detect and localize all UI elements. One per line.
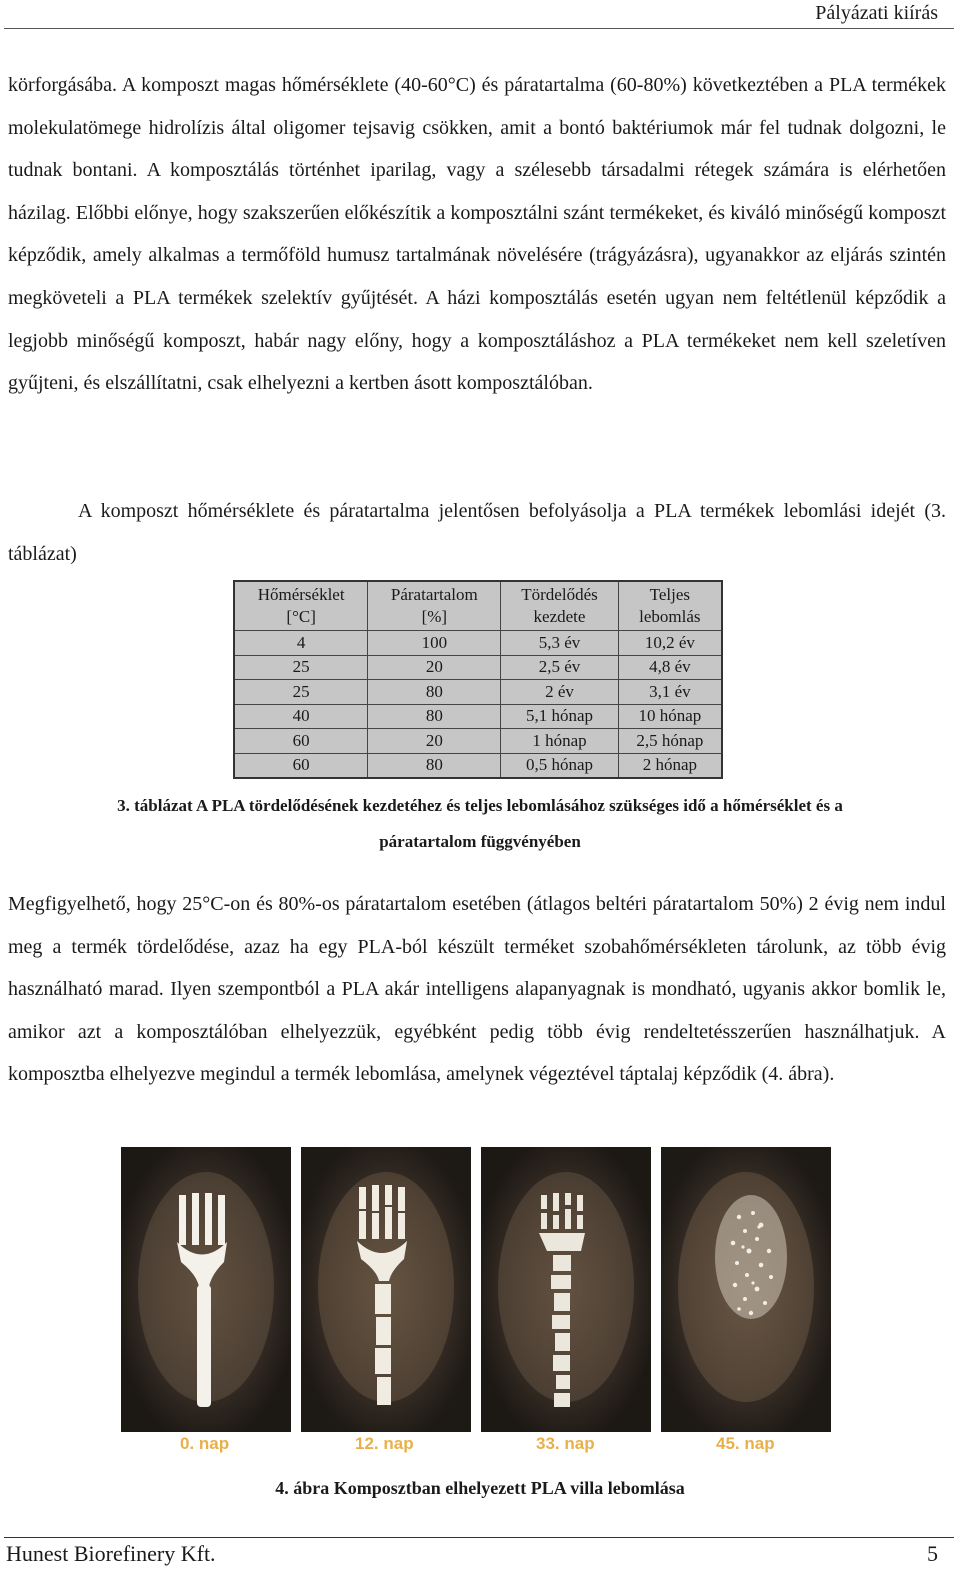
day-label-0: 0. nap (180, 1434, 230, 1453)
paragraph-composting: körforgásába. A komposzt magas hőmérséklete (40-60°C) és páratartalma (60-80%) következtében a PLA termékek molekulatömege hidrolízis által oligomer tejsavig csökken, amit a bontó baktériumok már fel tudnak dolgozni, le tudnak bontani. A komposztálás történhet iparilag, vagy a szélesebb társadalmi rétegek számára is elérhetően házilag. Előbbi előnye, hogy szakszerűen előkészítik a komposztálni szánt termékeket, és kiváló minőségű komposzt képződik, amely alkalmas a termőföld humusz tartalmának növelésére (trágyázásra), ugyanakkor az eljárás szintén megköveteli a PLA termékek szelektív gyűjtését. A házi komposztálás esetén ugyan nem feltétlenül képződik a legjobb minőségű komposzt, habár nagy előny, hogy a komposztáláshoz a PLA termékeket nem kell szeletíven gyűjteni, és elszállítatni, csak elhelyezni a kertben ásott komposztálóban. (8, 74, 946, 395)
paragraph-table-intro: A komposzt hőmérséklete és páratartalma jelentősen befolyásolja a PLA termékek lebomlási idejét (3. táblázat) (8, 500, 946, 565)
header-rule (4, 28, 954, 29)
table-cell: 2,5 hónap (618, 729, 722, 754)
table-header-row (234, 581, 722, 631)
fork-intact-image (121, 1147, 291, 1432)
table-cell: 2 hónap (618, 753, 722, 778)
fork-decomposition-figure (121, 1147, 829, 1461)
table-cell: 0,5 hónap (501, 753, 618, 778)
day-label-45: 45. nap (716, 1434, 775, 1453)
table-cell: 80 (368, 704, 501, 729)
col-header-fragmentation-start: Tördelődés kezdete (501, 581, 618, 631)
table-cell: 40 (234, 704, 368, 729)
table-cell: 100 (368, 631, 501, 656)
fork-cracked-image (301, 1147, 471, 1432)
table-row (234, 655, 722, 680)
table-caption: 3. táblázat A PLA tördelődésének kezdetéhez és teljes lebomlásához szükséges idő a hőmérséklet és a páratartalom függvényében (117, 796, 843, 851)
table-cell: 2 év (501, 680, 618, 705)
table-cell: 60 (234, 753, 368, 778)
table-cell: 80 (368, 680, 501, 705)
table-row (234, 729, 722, 754)
footer-rule (4, 1537, 954, 1538)
table-cell: 4,8 év (618, 655, 722, 680)
col-header-humidity: Páratartalom [%] (368, 581, 501, 631)
running-header: Pályázati kiírás (815, 2, 938, 24)
table-cell: 5,1 hónap (501, 704, 618, 729)
table-row (234, 631, 722, 656)
table-cell: 20 (368, 729, 501, 754)
decomposition-table (233, 580, 723, 779)
day-label-33: 33. nap (536, 1434, 595, 1453)
fork-decomposed-image (661, 1147, 831, 1432)
table-cell: 25 (234, 680, 368, 705)
table-cell: 25 (234, 655, 368, 680)
table-cell: 2,5 év (501, 655, 618, 680)
table-cell: 3,1 év (618, 680, 722, 705)
paragraph-observation: Megfigyelhető, hogy 25°C-on és 80%-os páratartalom esetében (átlagos beltéri páratartalom 50%) 2 évig nem indul meg a termék tördelődése, azaz ha egy PLA-ból készült terméket szobahőmérsékleten tárolunk, az több évig használható marad. Ilyen szempontból a PLA akár intelligens alapanyagnak is mondható, ugyanis akkor bomlik le, amikor azt a komposztálóban elhelyezzük, egyébként pedig több évig rendeltetésszerűen használhatjuk. A komposztba elhelyezve megindul a termék lebomlása, amelynek végeztével táptalaj képződik (4. ábra). (8, 893, 946, 1086)
table-cell: 20 (368, 655, 501, 680)
table-cell: 60 (234, 729, 368, 754)
table-cell: 10,2 év (618, 631, 722, 656)
photo-day-0 (121, 1147, 291, 1432)
page-number: 5 (927, 1541, 938, 1566)
figure-caption: 4. ábra Komposztban elhelyezett PLA villa lebomlása (275, 1478, 685, 1498)
footer-company: Hunest Biorefinery Kft. (6, 1541, 216, 1566)
col-header-temperature: Hőmérséklet [°C] (234, 581, 368, 631)
table-cell: 1 hónap (501, 729, 618, 754)
table-row (234, 704, 722, 729)
col-header-full-decomposition: Teljes lebomlás (618, 581, 722, 631)
table-cell: 80 (368, 753, 501, 778)
table-row (234, 753, 722, 778)
photo-day-45 (661, 1147, 831, 1432)
table-cell: 4 (234, 631, 368, 656)
photo-day-33 (481, 1147, 651, 1432)
table-cell: 5,3 év (501, 631, 618, 656)
table-cell: 10 hónap (618, 704, 722, 729)
table-row (234, 680, 722, 705)
photo-day-12 (301, 1147, 471, 1432)
day-label-12: 12. nap (355, 1434, 414, 1453)
fork-fragmented-image (481, 1147, 651, 1432)
